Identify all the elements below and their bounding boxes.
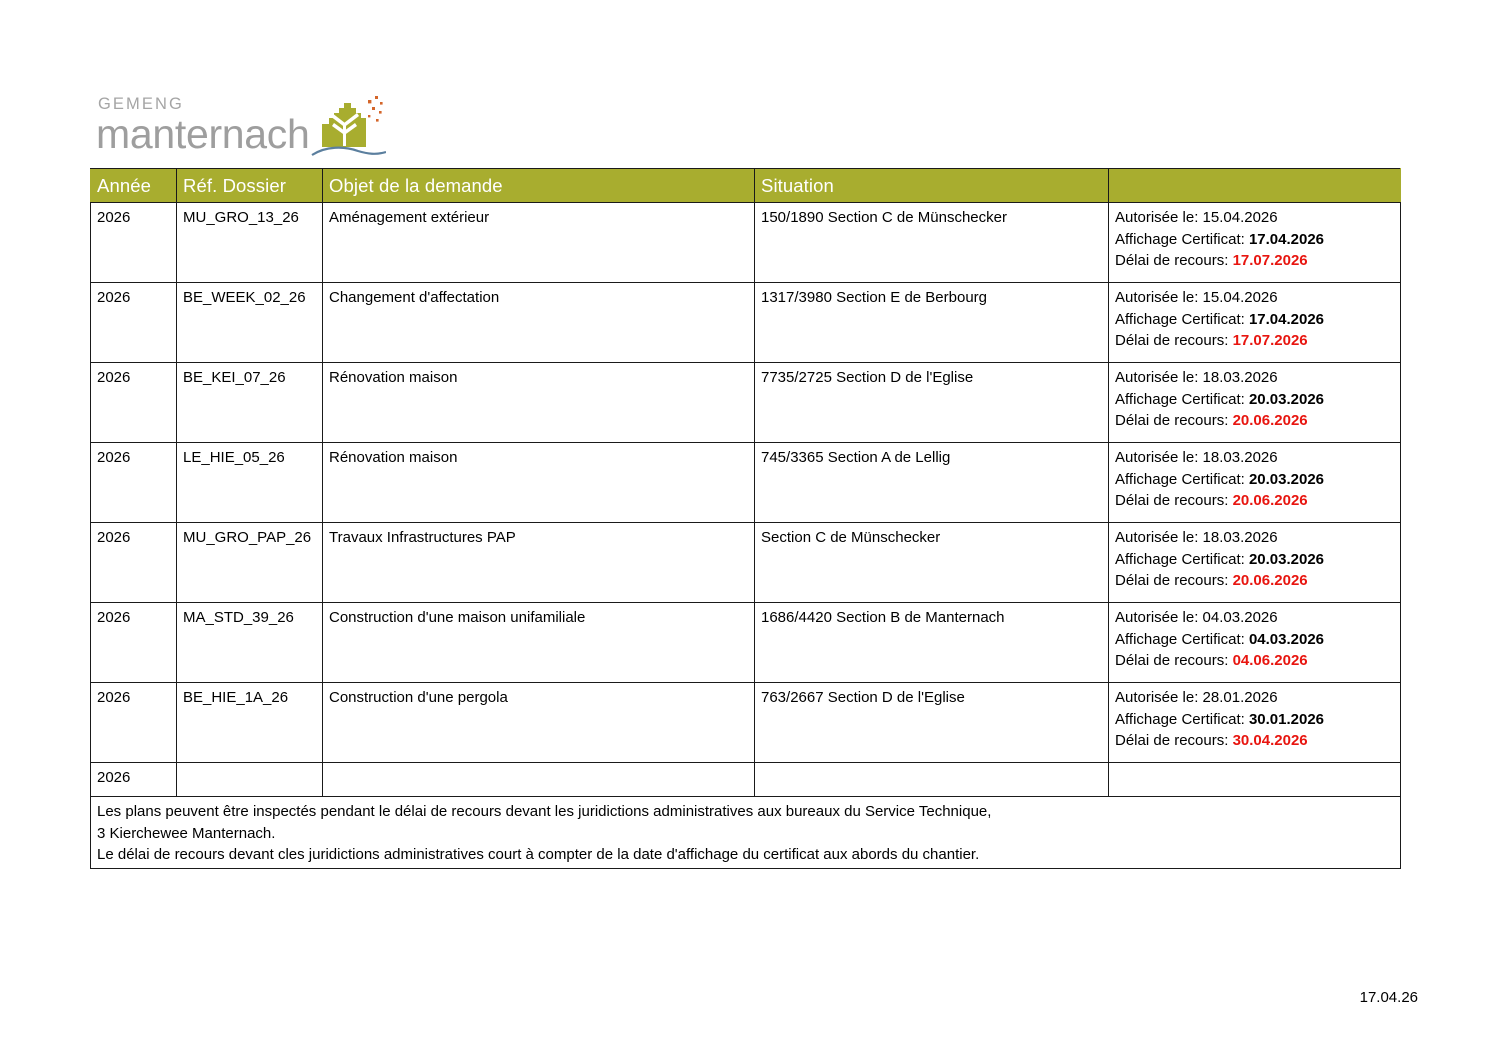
label-affichage: Affichage Certificat: — [1115, 630, 1249, 648]
date-delai: 17.07.2026 — [1232, 331, 1308, 349]
label-autorisee: Autorisée le: — [1115, 609, 1203, 627]
label-delai: Délai de recours: — [1115, 331, 1233, 349]
cell-statut — [1109, 443, 1401, 523]
date-delai: 30.04.2026 — [1232, 731, 1308, 749]
footer-line-3: Le délai de recours devant cles juridictions administratives court à compter de la date d'affichage du certificat aux abords du chantier. — [97, 845, 980, 863]
table-row-empty — [91, 763, 1401, 797]
date-affichage: 20.03.2026 — [1248, 470, 1325, 488]
date-autorisee: 18.03.2026 — [1202, 369, 1278, 387]
table-row — [91, 203, 1401, 283]
cell-annee: 2026 — [91, 763, 177, 797]
date-affichage: 17.04.2026 — [1248, 230, 1325, 248]
date-affichage: 30.01.2026 — [1248, 710, 1325, 728]
municipality-logo — [96, 96, 386, 158]
cell-objet — [323, 763, 755, 797]
date-delai: 17.07.2026 — [1232, 251, 1308, 269]
status-delai — [1115, 570, 1394, 591]
date-delai: 04.06.2026 — [1232, 651, 1308, 669]
date-autorisee: 18.03.2026 — [1202, 529, 1278, 547]
page-date-stamp: 17.04.26 — [1359, 989, 1418, 1006]
label-autorisee: Autorisée le: — [1115, 209, 1203, 227]
date-autorisee: 04.03.2026 — [1202, 609, 1278, 627]
status-delai — [1115, 330, 1394, 351]
column-header-objet-demande: Objet de la demande — [323, 169, 755, 203]
cell-ref: BE_WEEK_02_26 — [177, 283, 323, 363]
table-row — [91, 523, 1401, 603]
date-delai: 20.06.2026 — [1232, 491, 1308, 509]
footer-line-1: Les plans peuvent être inspectés pendant le délai de recours devant les juridictions administratives aux bureaux du Service Technique, — [97, 803, 992, 821]
status-autorisee — [1115, 527, 1394, 548]
label-delai: Délai de recours: — [1115, 411, 1233, 429]
manternach-tree-emblem-icon — [310, 94, 386, 158]
status-autorisee — [1115, 207, 1394, 228]
cell-objet: Construction d'une pergola — [323, 683, 755, 763]
cell-statut — [1109, 683, 1401, 763]
label-delai: Délai de recours: — [1115, 571, 1233, 589]
status-autorisee — [1115, 447, 1394, 468]
cell-situation — [755, 763, 1109, 797]
date-autorisee: 18.03.2026 — [1202, 449, 1278, 467]
table-row — [91, 283, 1401, 363]
cell-annee: 2026 — [91, 443, 177, 523]
cell-ref: MU_GRO_13_26 — [177, 203, 323, 283]
status-autorisee — [1115, 367, 1394, 388]
status-delai — [1115, 250, 1394, 271]
status-autorisee — [1115, 287, 1394, 308]
table-row — [91, 683, 1401, 763]
cell-objet: Rénovation maison — [323, 443, 755, 523]
cell-situation: 763/2667 Section D de l'Eglise — [755, 683, 1109, 763]
table-row — [91, 363, 1401, 443]
label-affichage: Affichage Certificat: — [1115, 310, 1249, 328]
label-affichage: Affichage Certificat: — [1115, 710, 1249, 728]
status-delai — [1115, 490, 1394, 511]
label-affichage: Affichage Certificat: — [1115, 470, 1249, 488]
column-header-situation: Situation — [755, 169, 1109, 203]
cell-objet: Changement d'affectation — [323, 283, 755, 363]
date-autorisee: 28.01.2026 — [1202, 689, 1278, 707]
cell-statut — [1109, 603, 1401, 683]
label-autorisee: Autorisée le: — [1115, 369, 1203, 387]
label-delai: Délai de recours: — [1115, 651, 1233, 669]
cell-situation: 1317/3980 Section E de Berbourg — [755, 283, 1109, 363]
cell-situation: 150/1890 Section C de Münschecker — [755, 203, 1109, 283]
status-affichage — [1115, 389, 1394, 410]
cell-situation: 745/3365 Section A de Lellig — [755, 443, 1109, 523]
cell-situation: Section C de Münschecker — [755, 523, 1109, 603]
label-delai: Délai de recours: — [1115, 251, 1233, 269]
date-delai: 20.06.2026 — [1232, 571, 1308, 589]
column-header-ref-dossier: Réf. Dossier — [177, 169, 323, 203]
status-delai — [1115, 410, 1394, 431]
logo-line-manternach: manternach — [96, 110, 310, 157]
building-permits-table — [90, 168, 1401, 869]
cell-statut — [1109, 523, 1401, 603]
cell-statut — [1109, 363, 1401, 443]
status-delai — [1115, 730, 1394, 751]
footer-line-2: 3 Kierchewee Manternach. — [97, 824, 276, 842]
status-affichage — [1115, 629, 1394, 650]
date-autorisee: 15.04.2026 — [1202, 289, 1278, 307]
cell-objet: Travaux Infrastructures PAP — [323, 523, 755, 603]
column-header-annee: Année — [91, 169, 177, 203]
cell-objet: Aménagement extérieur — [323, 203, 755, 283]
cell-ref: BE_HIE_1A_26 — [177, 683, 323, 763]
status-autorisee — [1115, 687, 1394, 708]
cell-objet: Construction d'une maison unifamiliale — [323, 603, 755, 683]
cell-statut — [1109, 283, 1401, 363]
table-row — [91, 603, 1401, 683]
status-affichage — [1115, 549, 1394, 570]
cell-annee: 2026 — [91, 683, 177, 763]
cell-statut — [1109, 203, 1401, 283]
date-affichage: 04.03.2026 — [1248, 630, 1325, 648]
table-header — [91, 169, 1401, 203]
footer-note — [91, 797, 1401, 869]
label-delai: Délai de recours: — [1115, 731, 1233, 749]
table-footer-row — [91, 797, 1401, 869]
label-autorisee: Autorisée le: — [1115, 449, 1203, 467]
cell-annee: 2026 — [91, 603, 177, 683]
date-autorisee: 15.04.2026 — [1202, 209, 1278, 227]
label-autorisee: Autorisée le: — [1115, 289, 1203, 307]
date-affichage: 17.04.2026 — [1248, 310, 1325, 328]
table-header-row — [91, 169, 1401, 203]
status-affichage — [1115, 709, 1394, 730]
cell-ref: MA_STD_39_26 — [177, 603, 323, 683]
status-affichage — [1115, 309, 1394, 330]
cell-annee: 2026 — [91, 283, 177, 363]
status-delai — [1115, 650, 1394, 671]
logo-line-gemeng: GEMENG — [98, 95, 184, 113]
date-affichage: 20.03.2026 — [1248, 550, 1325, 568]
cell-ref: MU_GRO_PAP_26 — [177, 523, 323, 603]
cell-annee: 2026 — [91, 203, 177, 283]
label-autorisee: Autorisée le: — [1115, 529, 1203, 547]
cell-ref — [177, 763, 323, 797]
status-affichage — [1115, 229, 1394, 250]
date-affichage: 20.03.2026 — [1248, 390, 1325, 408]
column-header-statut — [1109, 169, 1401, 203]
cell-situation: 7735/2725 Section D de l'Eglise — [755, 363, 1109, 443]
cell-objet: Rénovation maison — [323, 363, 755, 443]
logo-wordmark — [96, 96, 310, 155]
label-affichage: Affichage Certificat: — [1115, 230, 1249, 248]
cell-statut — [1109, 763, 1401, 797]
cell-ref: BE_KEI_07_26 — [177, 363, 323, 443]
date-delai: 20.06.2026 — [1232, 411, 1308, 429]
label-affichage: Affichage Certificat: — [1115, 390, 1249, 408]
cell-annee: 2026 — [91, 523, 177, 603]
table-body — [91, 203, 1401, 869]
table-row — [91, 443, 1401, 523]
status-affichage — [1115, 469, 1394, 490]
label-affichage: Affichage Certificat: — [1115, 550, 1249, 568]
cell-situation: 1686/4420 Section B de Manternach — [755, 603, 1109, 683]
label-autorisee: Autorisée le: — [1115, 689, 1203, 707]
label-delai: Délai de recours: — [1115, 491, 1233, 509]
cell-annee: 2026 — [91, 363, 177, 443]
status-autorisee — [1115, 607, 1394, 628]
cell-ref: LE_HIE_05_26 — [177, 443, 323, 523]
